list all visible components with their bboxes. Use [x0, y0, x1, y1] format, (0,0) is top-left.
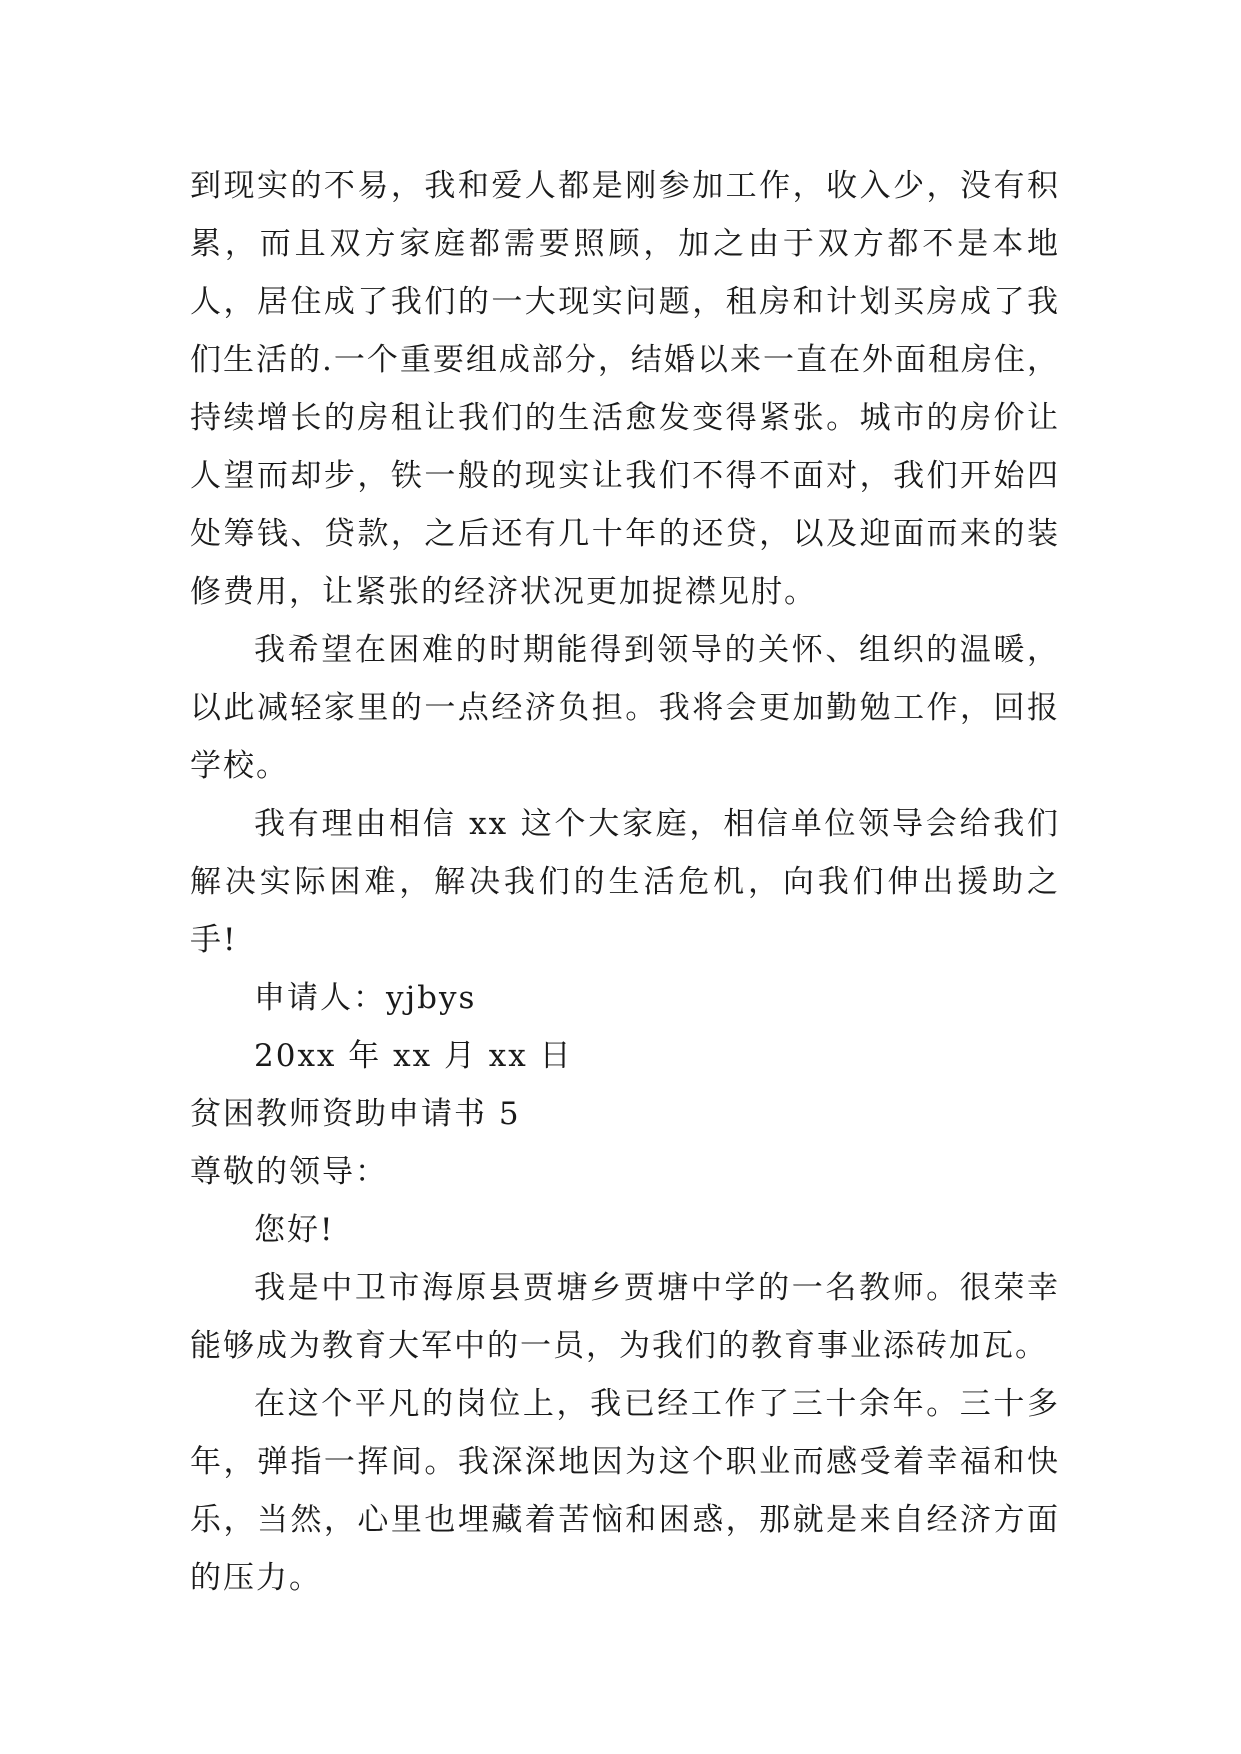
paragraph-hope-for-care: 我希望在困难的时期能得到领导的关怀、组织的温暖，以此减轻家里的一点经济负担。我将会更加勤勉工作，回报学校。: [190, 632, 1060, 784]
salutation: 尊敬的领导：: [190, 1154, 388, 1190]
application-date: 20xx 年 xx 月 xx 日: [254, 1038, 573, 1074]
paragraph-trust-in-leaders: 我有理由相信 xx 这个大家庭，相信单位领导会给我们解决实际困难，解决我们的生活危机，向我们伸出援助之手!: [190, 806, 1060, 958]
section-title: 贫困教师资助申请书 5: [190, 1096, 521, 1132]
document-body: [190, 157, 1060, 1607]
paragraph-housing-difficulty: 到现实的不易，我和爱人都是刚参加工作，收入少，没有积累，而且双方家庭都需要照顾，加之由于双方都不是本地人，居住成了我们的一大现实问题，租房和计划买房成了我们生活的.一个重要组成部分，结婚以来一直在外面租房住，持续增长的房租让我们的生活愈发变得紧张。城市的房价让人望而却步，铁一般的现实让我们不得不面对，我们开始四处筹钱、贷款，之后还有几十年的还贷，以及迎面而来的装修费用，让紧张的经济状况更加捉襟见肘。: [190, 168, 1060, 610]
greeting: 您好!: [254, 1212, 335, 1248]
paragraph-self-introduction: 我是中卫市海原县贾塘乡贾塘中学的一名教师。很荣幸能够成为教育大军中的一员，为我们的教育事业添砖加瓦。: [190, 1270, 1060, 1364]
applicant-signature: 申请人：yjbys: [254, 980, 477, 1016]
paragraph-career-pressure: 在这个平凡的岗位上，我已经工作了三十余年。三十多年，弹指一挥间。我深深地因为这个职业而感受着幸福和快乐，当然，心里也埋藏着苦恼和困惑，那就是来自经济方面的压力。: [190, 1386, 1060, 1596]
